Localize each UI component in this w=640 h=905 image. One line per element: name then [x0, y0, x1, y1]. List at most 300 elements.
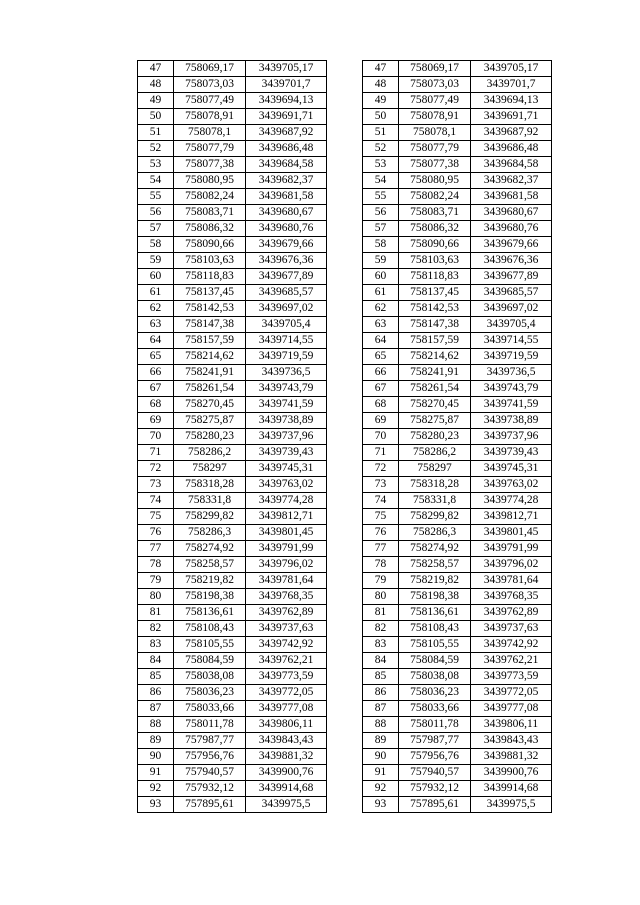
point-number-cell: 83: [138, 637, 174, 653]
y-coordinate-cell: 3439705,4: [246, 317, 327, 333]
x-coordinate-cell: 758082,24: [174, 189, 246, 205]
x-coordinate-cell: 758136,61: [174, 605, 246, 621]
table-row: [138, 77, 327, 93]
table-row: [138, 541, 327, 557]
table-row: [363, 109, 552, 125]
y-coordinate-cell: 3439745,31: [246, 461, 327, 477]
y-coordinate-cell: 3439781,64: [246, 573, 327, 589]
y-coordinate-cell: 3439691,71: [471, 109, 552, 125]
point-number-cell: 72: [138, 461, 174, 477]
x-coordinate-cell: 758297: [399, 461, 471, 477]
table-row: [363, 445, 552, 461]
y-coordinate-cell: 3439774,28: [246, 493, 327, 509]
point-number-cell: 57: [138, 221, 174, 237]
x-coordinate-cell: 758147,38: [399, 317, 471, 333]
x-coordinate-cell: 757940,57: [174, 765, 246, 781]
y-coordinate-cell: 3439762,89: [246, 605, 327, 621]
y-coordinate-cell: 3439791,99: [471, 541, 552, 557]
x-coordinate-cell: 758080,95: [174, 173, 246, 189]
y-coordinate-cell: 3439686,48: [246, 141, 327, 157]
point-number-cell: 47: [138, 61, 174, 77]
point-number-cell: 56: [138, 205, 174, 221]
point-number-cell: 80: [363, 589, 399, 605]
table-row: [138, 429, 327, 445]
x-coordinate-cell: 758299,82: [174, 509, 246, 525]
point-number-cell: 87: [363, 701, 399, 717]
table-row: [363, 253, 552, 269]
point-number-cell: 50: [363, 109, 399, 125]
y-coordinate-cell: 3439694,13: [246, 93, 327, 109]
point-number-cell: 55: [363, 189, 399, 205]
point-number-cell: 62: [363, 301, 399, 317]
point-number-cell: 51: [363, 125, 399, 141]
table-row: [363, 141, 552, 157]
y-coordinate-cell: 3439843,43: [471, 733, 552, 749]
y-coordinate-cell: 3439741,59: [246, 397, 327, 413]
point-number-cell: 93: [363, 797, 399, 813]
x-coordinate-cell: 758077,79: [174, 141, 246, 157]
y-coordinate-cell: 3439791,99: [246, 541, 327, 557]
x-coordinate-cell: 758258,57: [174, 557, 246, 573]
point-number-cell: 67: [363, 381, 399, 397]
table-row: [138, 733, 327, 749]
y-coordinate-cell: 3439914,68: [471, 781, 552, 797]
table-row: [138, 701, 327, 717]
y-coordinate-cell: 3439687,92: [246, 125, 327, 141]
table-row: [363, 541, 552, 557]
x-coordinate-cell: 758261,54: [399, 381, 471, 397]
table-row: [138, 397, 327, 413]
y-coordinate-cell: 3439738,89: [246, 413, 327, 429]
table-row: [363, 397, 552, 413]
x-coordinate-cell: 758275,87: [399, 413, 471, 429]
x-coordinate-cell: 758033,66: [174, 701, 246, 717]
point-number-cell: 84: [138, 653, 174, 669]
y-coordinate-cell: 3439679,66: [246, 237, 327, 253]
y-coordinate-cell: 3439742,92: [471, 637, 552, 653]
x-coordinate-cell: 758077,38: [399, 157, 471, 173]
y-coordinate-cell: 3439796,02: [246, 557, 327, 573]
y-coordinate-cell: 3439768,35: [471, 589, 552, 605]
table-row: [363, 221, 552, 237]
x-coordinate-cell: 758083,71: [399, 205, 471, 221]
table-row: [363, 749, 552, 765]
table-row: [138, 125, 327, 141]
point-number-cell: 62: [138, 301, 174, 317]
y-coordinate-cell: 3439682,37: [246, 173, 327, 189]
x-coordinate-cell: 758157,59: [174, 333, 246, 349]
table-row: [363, 557, 552, 573]
point-number-cell: 91: [138, 765, 174, 781]
x-coordinate-cell: 758214,62: [174, 349, 246, 365]
point-number-cell: 66: [363, 365, 399, 381]
point-number-cell: 80: [138, 589, 174, 605]
y-coordinate-cell: 3439975,5: [471, 797, 552, 813]
x-coordinate-cell: 758261,54: [174, 381, 246, 397]
table-row: [138, 109, 327, 125]
table-row: [138, 269, 327, 285]
x-coordinate-cell: 758084,59: [399, 653, 471, 669]
point-number-cell: 48: [363, 77, 399, 93]
x-coordinate-cell: 758108,43: [174, 621, 246, 637]
point-number-cell: 92: [363, 781, 399, 797]
y-coordinate-cell: 3439742,92: [246, 637, 327, 653]
x-coordinate-cell: 758137,45: [399, 285, 471, 301]
x-coordinate-cell: 758073,03: [399, 77, 471, 93]
table-row: [138, 589, 327, 605]
table-row: [138, 365, 327, 381]
x-coordinate-cell: 758078,91: [174, 109, 246, 125]
table-row: [363, 605, 552, 621]
table-row: [138, 333, 327, 349]
x-coordinate-cell: 758108,43: [399, 621, 471, 637]
table-row: [363, 525, 552, 541]
x-coordinate-cell: 758036,23: [174, 685, 246, 701]
x-coordinate-cell: 758118,83: [399, 269, 471, 285]
table-row: [363, 269, 552, 285]
x-coordinate-cell: 758118,83: [174, 269, 246, 285]
x-coordinate-cell: 758299,82: [399, 509, 471, 525]
x-coordinate-cell: 758073,03: [174, 77, 246, 93]
y-coordinate-cell: 3439681,58: [471, 189, 552, 205]
y-coordinate-cell: 3439900,76: [246, 765, 327, 781]
table-row: [138, 413, 327, 429]
y-coordinate-cell: 3439684,58: [471, 157, 552, 173]
table-row: [138, 749, 327, 765]
y-coordinate-cell: 3439772,05: [246, 685, 327, 701]
y-coordinate-cell: 3439772,05: [471, 685, 552, 701]
y-coordinate-cell: 3439737,63: [246, 621, 327, 637]
y-coordinate-cell: 3439762,89: [471, 605, 552, 621]
table-row: [363, 205, 552, 221]
y-coordinate-cell: 3439677,89: [471, 269, 552, 285]
table-row: [138, 301, 327, 317]
x-coordinate-cell: 758275,87: [174, 413, 246, 429]
point-number-cell: 91: [363, 765, 399, 781]
point-number-cell: 52: [363, 141, 399, 157]
point-number-cell: 79: [363, 573, 399, 589]
y-coordinate-cell: 3439736,5: [471, 365, 552, 381]
x-coordinate-cell: 758331,8: [399, 493, 471, 509]
y-coordinate-cell: 3439680,67: [246, 205, 327, 221]
x-coordinate-cell: 758038,08: [174, 669, 246, 685]
table-row: [363, 157, 552, 173]
table-row: [138, 605, 327, 621]
x-coordinate-cell: 758077,38: [174, 157, 246, 173]
point-number-cell: 49: [363, 93, 399, 109]
point-number-cell: 93: [138, 797, 174, 813]
x-coordinate-cell: 758078,1: [399, 125, 471, 141]
x-coordinate-cell: 758297: [174, 461, 246, 477]
table-row: [363, 493, 552, 509]
point-number-cell: 70: [138, 429, 174, 445]
table-row: [138, 781, 327, 797]
point-number-cell: 57: [363, 221, 399, 237]
table-row: [138, 349, 327, 365]
table-row: [363, 781, 552, 797]
table-row: [138, 765, 327, 781]
x-coordinate-cell: 758105,55: [174, 637, 246, 653]
x-coordinate-cell: 758286,2: [399, 445, 471, 461]
table-row: [363, 429, 552, 445]
table-row: [138, 461, 327, 477]
table-row: [138, 637, 327, 653]
y-coordinate-cell: 3439806,11: [246, 717, 327, 733]
x-coordinate-cell: 758082,24: [399, 189, 471, 205]
y-coordinate-cell: 3439737,96: [471, 429, 552, 445]
y-coordinate-cell: 3439701,7: [246, 77, 327, 93]
table-row: [363, 461, 552, 477]
y-coordinate-cell: 3439705,17: [246, 61, 327, 77]
x-coordinate-cell: 758270,45: [399, 397, 471, 413]
x-coordinate-cell: 758270,45: [174, 397, 246, 413]
y-coordinate-cell: 3439881,32: [471, 749, 552, 765]
x-coordinate-cell: 758157,59: [399, 333, 471, 349]
x-coordinate-cell: 757895,61: [174, 797, 246, 813]
x-coordinate-cell: 757940,57: [399, 765, 471, 781]
x-coordinate-cell: 758318,28: [174, 477, 246, 493]
x-coordinate-cell: 758286,3: [174, 525, 246, 541]
x-coordinate-cell: 758241,91: [399, 365, 471, 381]
x-coordinate-cell: 758078,1: [174, 125, 246, 141]
x-coordinate-cell: 758011,78: [399, 717, 471, 733]
x-coordinate-cell: 758286,2: [174, 445, 246, 461]
table-row: [363, 717, 552, 733]
table-row: [138, 557, 327, 573]
table-row: [138, 173, 327, 189]
x-coordinate-cell: 757932,12: [399, 781, 471, 797]
y-coordinate-cell: 3439739,43: [246, 445, 327, 461]
y-coordinate-cell: 3439801,45: [471, 525, 552, 541]
y-coordinate-cell: 3439739,43: [471, 445, 552, 461]
x-coordinate-cell: 757956,76: [399, 749, 471, 765]
table-row: [363, 733, 552, 749]
table-row: [138, 141, 327, 157]
table-row: [363, 413, 552, 429]
x-coordinate-cell: 758142,53: [174, 301, 246, 317]
point-number-cell: 61: [363, 285, 399, 301]
y-coordinate-cell: 3439900,76: [471, 765, 552, 781]
x-coordinate-cell: 758090,66: [399, 237, 471, 253]
coordinates-table-right: [362, 60, 552, 813]
table-row: [138, 93, 327, 109]
table-row: [363, 301, 552, 317]
y-coordinate-cell: 3439684,58: [246, 157, 327, 173]
table-row: [363, 797, 552, 813]
x-coordinate-cell: 758219,82: [399, 573, 471, 589]
x-coordinate-cell: 758280,23: [399, 429, 471, 445]
table-row: [363, 237, 552, 253]
point-number-cell: 77: [138, 541, 174, 557]
y-coordinate-cell: 3439676,36: [471, 253, 552, 269]
table-row: [138, 621, 327, 637]
y-coordinate-cell: 3439737,63: [471, 621, 552, 637]
x-coordinate-cell: 758105,55: [399, 637, 471, 653]
x-coordinate-cell: 758147,38: [174, 317, 246, 333]
point-number-cell: 76: [138, 525, 174, 541]
y-coordinate-cell: 3439773,59: [246, 669, 327, 685]
table-row: [138, 317, 327, 333]
point-number-cell: 64: [363, 333, 399, 349]
y-coordinate-cell: 3439801,45: [246, 525, 327, 541]
x-coordinate-cell: 757956,76: [174, 749, 246, 765]
table-row: [363, 173, 552, 189]
x-coordinate-cell: 758069,17: [174, 61, 246, 77]
point-number-cell: 78: [363, 557, 399, 573]
y-coordinate-cell: 3439737,96: [246, 429, 327, 445]
y-coordinate-cell: 3439774,28: [471, 493, 552, 509]
table-row: [138, 237, 327, 253]
y-coordinate-cell: 3439768,35: [246, 589, 327, 605]
point-number-cell: 86: [363, 685, 399, 701]
point-number-cell: 69: [363, 413, 399, 429]
table-row: [138, 653, 327, 669]
point-number-cell: 59: [138, 253, 174, 269]
y-coordinate-cell: 3439701,7: [471, 77, 552, 93]
x-coordinate-cell: 758274,92: [174, 541, 246, 557]
y-coordinate-cell: 3439687,92: [471, 125, 552, 141]
point-number-cell: 74: [138, 493, 174, 509]
y-coordinate-cell: 3439914,68: [246, 781, 327, 797]
point-number-cell: 90: [363, 749, 399, 765]
x-coordinate-cell: 758103,63: [174, 253, 246, 269]
x-coordinate-cell: 758198,38: [399, 589, 471, 605]
x-coordinate-cell: 758214,62: [399, 349, 471, 365]
table-row: [363, 125, 552, 141]
table-row: [363, 93, 552, 109]
point-number-cell: 72: [363, 461, 399, 477]
table-row: [138, 189, 327, 205]
point-number-cell: 84: [363, 653, 399, 669]
point-number-cell: 83: [363, 637, 399, 653]
y-coordinate-cell: 3439679,66: [471, 237, 552, 253]
point-number-cell: 70: [363, 429, 399, 445]
table-row: [138, 221, 327, 237]
point-number-cell: 87: [138, 701, 174, 717]
y-coordinate-cell: 3439680,76: [246, 221, 327, 237]
table-row: [138, 717, 327, 733]
point-number-cell: 65: [363, 349, 399, 365]
table-row: [138, 797, 327, 813]
x-coordinate-cell: 758137,45: [174, 285, 246, 301]
point-number-cell: 56: [363, 205, 399, 221]
point-number-cell: 58: [363, 237, 399, 253]
table-row: [363, 333, 552, 349]
point-number-cell: 55: [138, 189, 174, 205]
point-number-cell: 67: [138, 381, 174, 397]
y-coordinate-cell: 3439680,67: [471, 205, 552, 221]
x-coordinate-cell: 758331,8: [174, 493, 246, 509]
point-number-cell: 68: [363, 397, 399, 413]
point-number-cell: 69: [138, 413, 174, 429]
table-row: [363, 61, 552, 77]
point-number-cell: 60: [363, 269, 399, 285]
table-row: [138, 477, 327, 493]
point-number-cell: 53: [138, 157, 174, 173]
table-row: [363, 509, 552, 525]
y-coordinate-cell: 3439843,43: [246, 733, 327, 749]
table-row: [138, 669, 327, 685]
x-coordinate-cell: 758274,92: [399, 541, 471, 557]
table-row: [138, 445, 327, 461]
table-row: [138, 253, 327, 269]
y-coordinate-cell: 3439714,55: [246, 333, 327, 349]
table-row: [363, 701, 552, 717]
table-row: [138, 381, 327, 397]
x-coordinate-cell: 758084,59: [174, 653, 246, 669]
point-number-cell: 81: [138, 605, 174, 621]
table-row: [363, 349, 552, 365]
y-coordinate-cell: 3439685,57: [246, 285, 327, 301]
y-coordinate-cell: 3439777,08: [246, 701, 327, 717]
table-row: [363, 685, 552, 701]
point-number-cell: 53: [363, 157, 399, 173]
y-coordinate-cell: 3439697,02: [246, 301, 327, 317]
y-coordinate-cell: 3439762,21: [246, 653, 327, 669]
table-row: [138, 525, 327, 541]
x-coordinate-cell: 758086,32: [399, 221, 471, 237]
table-row: [363, 589, 552, 605]
point-number-cell: 77: [363, 541, 399, 557]
point-number-cell: 54: [138, 173, 174, 189]
x-coordinate-cell: 758078,91: [399, 109, 471, 125]
point-number-cell: 75: [363, 509, 399, 525]
point-number-cell: 49: [138, 93, 174, 109]
y-coordinate-cell: 3439691,71: [246, 109, 327, 125]
table-row: [363, 285, 552, 301]
x-coordinate-cell: 758103,63: [399, 253, 471, 269]
x-coordinate-cell: 758258,57: [399, 557, 471, 573]
point-number-cell: 51: [138, 125, 174, 141]
point-number-cell: 71: [363, 445, 399, 461]
x-coordinate-cell: 758142,53: [399, 301, 471, 317]
table-row: [363, 477, 552, 493]
table-row: [138, 685, 327, 701]
point-number-cell: 59: [363, 253, 399, 269]
table-row: [138, 205, 327, 221]
y-coordinate-cell: 3439975,5: [246, 797, 327, 813]
x-coordinate-cell: 758033,66: [399, 701, 471, 717]
point-number-cell: 75: [138, 509, 174, 525]
coordinates-table-left: [137, 60, 327, 813]
point-number-cell: 60: [138, 269, 174, 285]
x-coordinate-cell: 758241,91: [174, 365, 246, 381]
y-coordinate-cell: 3439736,5: [246, 365, 327, 381]
x-coordinate-cell: 758318,28: [399, 477, 471, 493]
point-number-cell: 76: [363, 525, 399, 541]
y-coordinate-cell: 3439806,11: [471, 717, 552, 733]
y-coordinate-cell: 3439781,64: [471, 573, 552, 589]
x-coordinate-cell: 757895,61: [399, 797, 471, 813]
x-coordinate-cell: 758077,79: [399, 141, 471, 157]
table-row: [138, 509, 327, 525]
table-row: [363, 365, 552, 381]
table-row: [363, 189, 552, 205]
y-coordinate-cell: 3439741,59: [471, 397, 552, 413]
point-number-cell: 73: [363, 477, 399, 493]
point-number-cell: 90: [138, 749, 174, 765]
x-coordinate-cell: 758038,08: [399, 669, 471, 685]
y-coordinate-cell: 3439796,02: [471, 557, 552, 573]
y-coordinate-cell: 3439745,31: [471, 461, 552, 477]
y-coordinate-cell: 3439686,48: [471, 141, 552, 157]
point-number-cell: 88: [138, 717, 174, 733]
point-number-cell: 74: [363, 493, 399, 509]
point-number-cell: 89: [363, 733, 399, 749]
table-row: [363, 637, 552, 653]
table-row: [363, 317, 552, 333]
y-coordinate-cell: 3439680,76: [471, 221, 552, 237]
